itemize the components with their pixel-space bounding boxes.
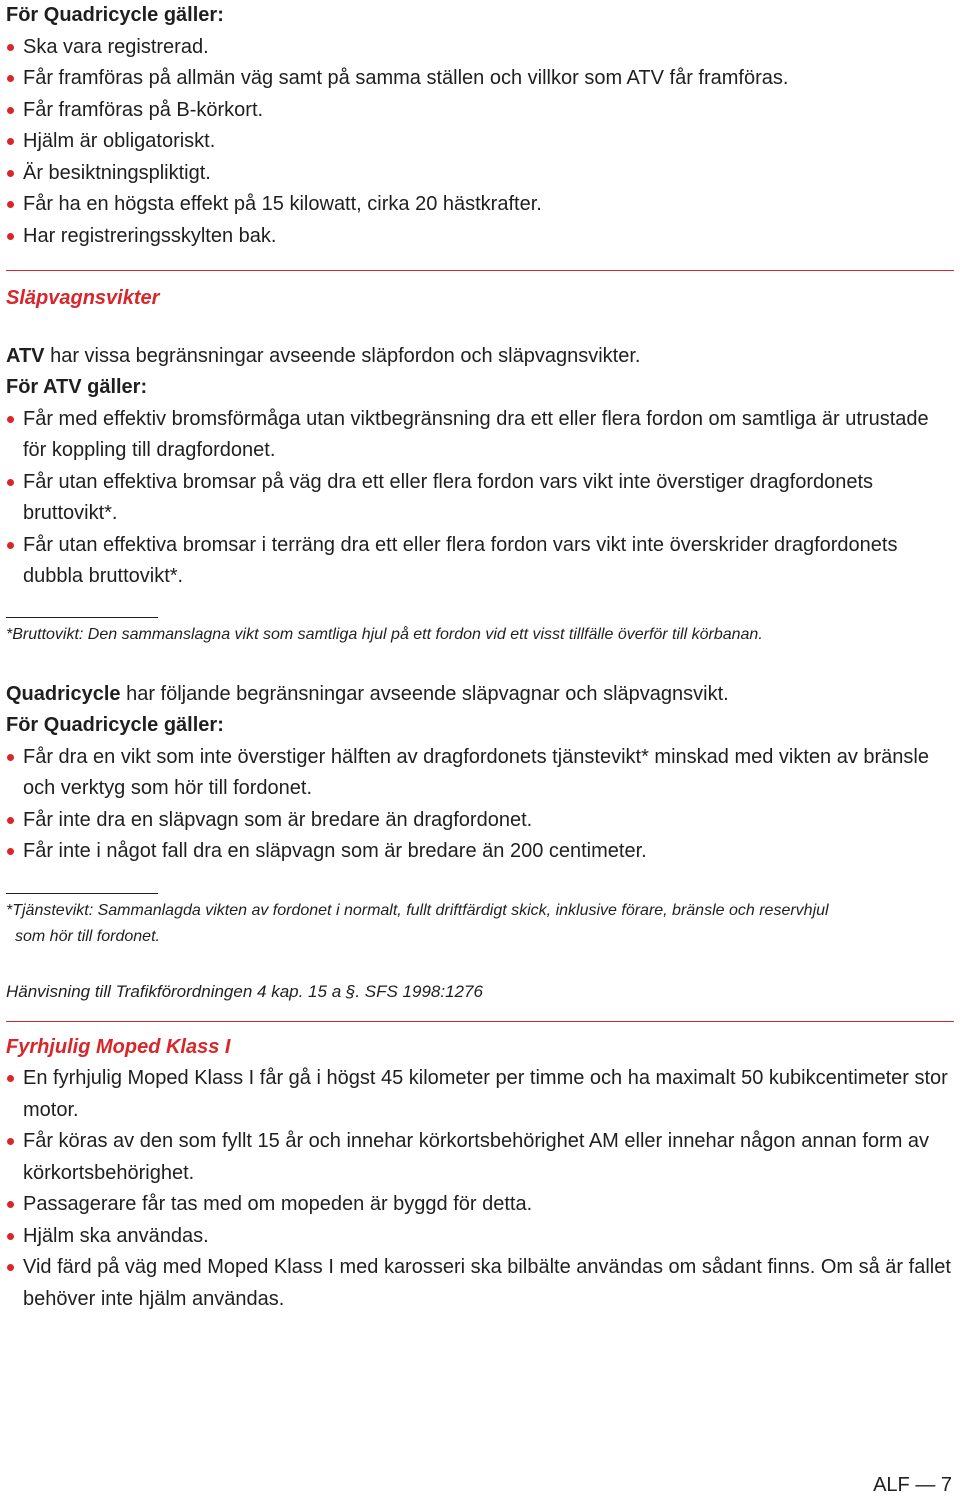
list-item: Passagerare får tas med om mopeden är byggd för detta. bbox=[6, 1189, 954, 1221]
atv-rules-heading: För ATV gäller: bbox=[6, 376, 148, 398]
list-item: Har registreringsskylten bak. bbox=[6, 221, 954, 253]
atv-intro-bold: ATV bbox=[6, 344, 45, 367]
footnote-tjanstevikt-line2: som hör till fordonet. bbox=[15, 927, 160, 945]
atv-rules-list bbox=[6, 404, 954, 593]
list-item: Får med effektiv bromsförmåga utan viktbegränsning dra ett eller flera fordon om samtliga är utrustade för koppling till dragfordonet. bbox=[6, 404, 954, 467]
law-reference: Hänvisning till Trafikförordningen 4 kap. 15 a §. SFS 1998:1276 bbox=[6, 981, 483, 1001]
footnote-tjanstevikt bbox=[6, 898, 954, 950]
document-page bbox=[6, 0, 954, 1315]
list-item: En fyrhjulig Moped Klass I får gå i högst 45 kilometer per timme och ha maximalt 50 kubikcentimeter stor motor. bbox=[6, 1063, 954, 1126]
list-item: Får inte i något fall dra en släpvagn som är bredare än 200 centimeter. bbox=[6, 836, 954, 868]
footnote-bruttovikt: *Bruttovikt: Den sammanslagna vikt som samtliga hjul på ett fordon vid ett visst tillfälle överför till körbanan. bbox=[6, 625, 763, 643]
footnote-tjanstevikt-line1: *Tjänstevikt: Sammanlagda vikten av fordonet i normalt, fullt driftfärdigt skick, inklusive förare, bränsle och reservhjul bbox=[6, 901, 829, 919]
quadricycle-trailer-heading: För Quadricycle gäller: bbox=[6, 714, 224, 736]
list-item: Får framföras på allmän väg samt på samma ställen och villkor som ATV får framföras. bbox=[6, 63, 954, 95]
page-number: ALF — 7 bbox=[873, 1474, 952, 1496]
atv-intro bbox=[6, 341, 954, 373]
footnote-rule bbox=[6, 617, 158, 618]
quadricycle-trailer-list bbox=[6, 742, 954, 868]
list-item: Ska vara registrerad. bbox=[6, 32, 954, 64]
quadricycle-intro-text: har följande begränsningar avseende släpvagnar och släpvagnsvikt. bbox=[120, 682, 729, 705]
quadricycle-intro-bold: Quadricycle bbox=[6, 682, 121, 705]
list-item: Får köras av den som fyllt 15 år och innehar körkortsbehörighet AM eller innehar någon annan form av körkortsbehörighet. bbox=[6, 1126, 954, 1189]
list-item: Får framföras på B-körkort. bbox=[6, 95, 954, 127]
section-divider bbox=[6, 1021, 954, 1022]
atv-intro-text: har vissa begränsningar avseende släpfordon och släpvagnsvikter. bbox=[44, 344, 641, 367]
list-item: Får dra en vikt som inte överstiger hälften av dragfordonets tjänstevikt* minskad med vikten av bränsle och verktyg som hör till fordonet. bbox=[6, 742, 954, 805]
list-item: Får inte dra en släpvagn som är bredare än dragfordonet. bbox=[6, 805, 954, 837]
quadricycle-trailer-intro bbox=[6, 679, 954, 711]
list-item: Vid färd på väg med Moped Klass I med karosseri ska bilbälte användas om sådant finns. Om så är fallet behöver inte hjälm användas. bbox=[6, 1252, 954, 1315]
section-divider bbox=[6, 270, 954, 271]
list-item: Hjälm ska användas. bbox=[6, 1221, 954, 1253]
list-item: Är besiktningspliktigt. bbox=[6, 158, 954, 190]
list-item: Får utan effektiva bromsar i terräng dra ett eller flera fordon vars vikt inte överskrider dragfordonets dubbla bruttovikt*. bbox=[6, 530, 954, 593]
list-item: Får ha en högsta effekt på 15 kilowatt, cirka 20 hästkrafter. bbox=[6, 189, 954, 221]
list-item: Får utan effektiva bromsar på väg dra ett eller flera fordon vars vikt inte överstiger dragfordonets bruttovikt*. bbox=[6, 467, 954, 530]
moped-rules-list bbox=[6, 1063, 954, 1315]
list-item: Hjälm är obligatoriskt. bbox=[6, 126, 954, 158]
quadricycle-rules-heading: För Quadricycle gäller: bbox=[6, 4, 224, 26]
section-title-fyrhjulig-moped: Fyrhjulig Moped Klass I bbox=[6, 1035, 231, 1058]
quadricycle-rules-list bbox=[6, 32, 954, 253]
footnote-rule bbox=[6, 893, 158, 894]
section-title-slapvagnsvikter: Släpvagnsvikter bbox=[6, 287, 160, 309]
